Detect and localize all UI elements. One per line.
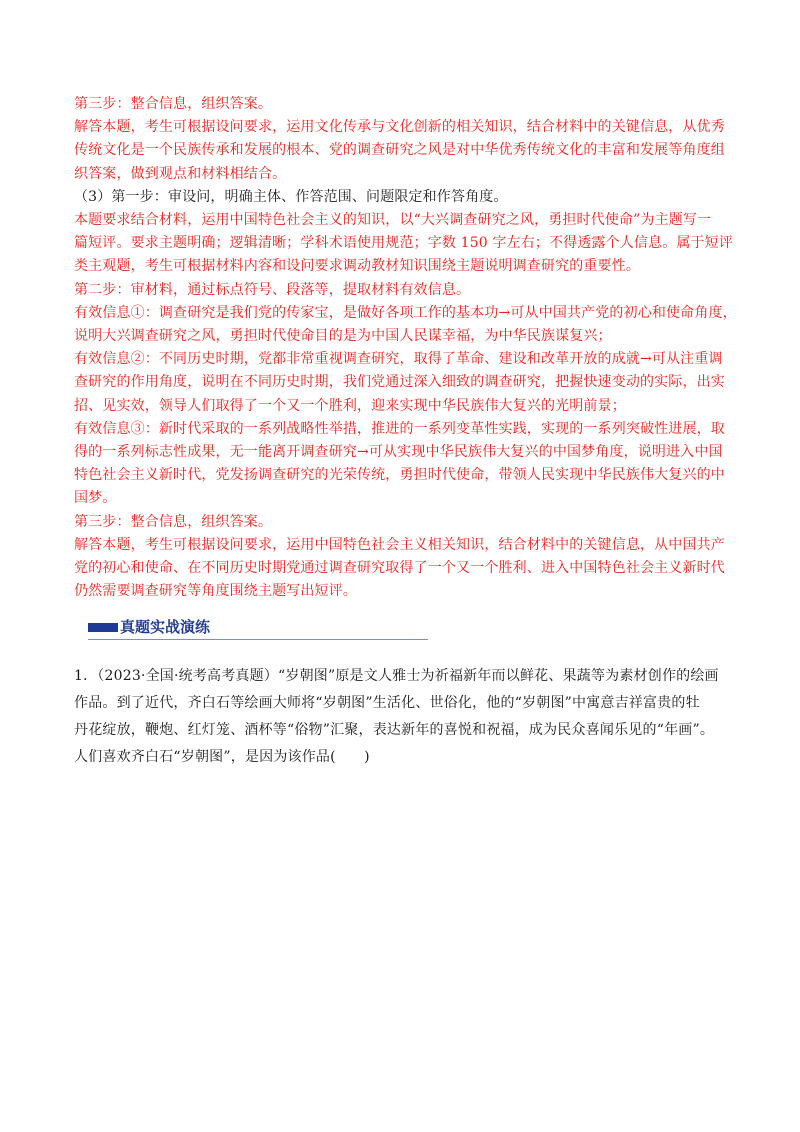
analysis-line: 本题要求结合材料，运用中国特色社会主义的知识，以“大兴调查研究之风，勇担时代使命”为主题写一: [74, 212, 712, 229]
analysis-line: 国梦。: [74, 490, 117, 507]
analysis-line: 特色社会主义新时代，党发扬调查研究的光荣传统，勇担时代使命，带领人民实现中华民族伟大复兴的中: [74, 467, 725, 484]
analysis-line: 查研究的作用角度，说明在不同历史时期，我们党通过深入细致的调查研究，把握快速变动的实际，出实: [74, 374, 725, 391]
analysis-line: 说明大兴调查研究之风，勇担时代使命目的是为中国人民谋幸福，为中华民族谋复兴；: [74, 328, 612, 345]
analysis-line: 有效信息①：调查研究是我们党的传家宝，是做好各项工作的基本功→可从中国共产党的初心和使命角度，: [74, 304, 737, 321]
section-title: 真题实战演练: [120, 618, 211, 637]
analysis-line: 有效信息③：新时代采取的一系列战略性举措，推进的一系列变革性实践，实现的一系列突破性进展，取: [74, 420, 725, 437]
question-line: 1．（2023·全国·统考高考真题）“岁朝图”原是文人雅士为祈福新年而以鲜花、果蔬等为素材创作的绘画: [74, 668, 719, 685]
question-line: 丹花绽放，鞭炮、红灯笼、酒杯等“俗物”汇聚，表达新年的喜悦和祝福，成为民众喜闻乐见的“年画”。: [74, 722, 715, 739]
analysis-line: 传统文化是一个民族传承和发展的根本、党的调查研究之风是对中华优秀传统文化的丰富和发展等角度组: [74, 142, 725, 159]
analysis-line: 得的一系列标志性成果，无一能离开调查研究→可从实现中华民族伟大复兴的中国梦角度，说明进入中国: [74, 444, 723, 461]
analysis-line: 招、见实效，领导人们取得了一个又一个胜利，迎来实现中华民族伟大复兴的光明前景；: [74, 397, 626, 414]
analysis-line: 第二步：审材料，通过标点符号、段落等，提取材料有效信息。: [74, 281, 471, 298]
question-text: [74, 663, 734, 771]
question-line: 人们喜欢齐白石“岁朝图”，是因为该作品( ): [74, 749, 370, 766]
section-header: [74, 617, 734, 641]
analysis-line: 党的初心和使命、在不同历史时期党通过调查研究取得了一个又一个胜利、进入中国特色社会主义新时代: [74, 560, 725, 577]
analysis-line: 类主观题，考生可根据材料内容和设问要求调动教材知识围绕主题说明调查研究的重要性。: [74, 258, 640, 275]
analysis-line: 解答本题，考生可根据设问要求，运用中国特色社会主义相关知识，结合材料中的关键信息，从中国共产: [74, 536, 725, 553]
analysis-line: 第三步：整合信息，组织答案。: [74, 96, 273, 112]
document-page: [74, 93, 737, 771]
analysis-line: 织答案，做到观点和材料相结合。: [74, 165, 287, 182]
analysis-line: （3）第一步：审设问，明确主体、作答范围、问题限定和作答角度。: [74, 188, 508, 205]
analysis-line: 篇短评。要求主题明确；逻辑清晰；学科术语使用规范；字数 150 字左右；不得透露个人信息。属于短评: [74, 235, 733, 252]
section-bar-decoration: [88, 623, 118, 632]
analysis-line: 第三步：整合信息，组织答案。: [74, 513, 273, 530]
analysis-line: 解答本题，考生可根据设问要求，运用文化传承与文化创新的相关知识，结合材料中的关键信息，从优秀: [74, 119, 725, 136]
analysis-line: 仍然需要调查研究等角度围绕主题写出短评。: [74, 583, 357, 600]
analysis-line: 有效信息②：不同历史时期，党都非常重视调查研究，取得了革命、建设和改革开放的成就→可从注重调: [74, 351, 723, 368]
answer-analysis: [74, 93, 737, 603]
question-line: 作品。到了近代，齐白石等绘画大师将“岁朝图”生活化、世俗化，他的“岁朝图”中寓意吉祥富贵的牡: [74, 695, 700, 712]
section-underline: [88, 639, 428, 640]
